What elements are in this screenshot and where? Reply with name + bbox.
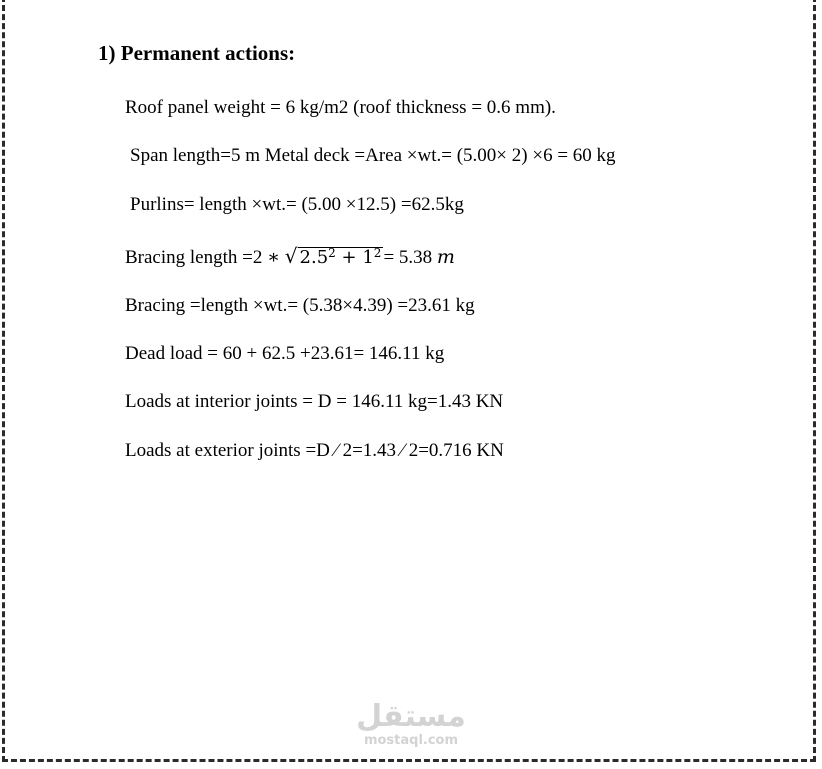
watermark [356,700,466,748]
unit-m: m [436,246,455,268]
watermark-logo: مستقل [356,699,466,734]
exponent-a: 2 [328,246,336,260]
bracing-length-result: = 5.38 [383,247,437,268]
radicand-b: 1 [362,247,374,268]
interior-joints-line: Loads at interior joints = D = 146.11 kg=1.43 KN [125,391,504,412]
purlins-line: Purlins= length ×wt.= (5.00 ×12.5) =62.5kg [130,194,464,215]
radicand-plus: + [335,247,363,268]
bracing-length-prefix: Bracing length =2 [125,247,268,268]
dead-load-line: Dead load = 60 + 62.5 +23.61= 146.11 kg [125,343,445,364]
radical-sign: √ [284,244,298,268]
exponent-b: 2 [373,246,382,260]
multiply-operator: ∗ [267,246,281,268]
section-heading: 1) Permanent actions: [98,41,296,65]
bracing-line: Bracing =length ×wt.= (5.38×4.39) =23.61 kg [125,295,475,316]
roof-panel-line: Roof panel weight = 6 kg/m2 (roof thickness = 0.6 mm). [125,97,556,118]
square-root [285,244,384,270]
exterior-joints-line: Loads at exterior joints =D ⁄ 2=1.43 ⁄ 2=0.716 KN [125,440,504,461]
watermark-text: mostaql.com [363,733,459,748]
bracing-length-line [125,244,455,270]
radicand-a: 2.5 [299,247,329,268]
span-metal-deck-line: Span length=5 m Metal deck =Area ×wt.= (5.00× 2) ×6 = 60 kg [130,145,616,166]
radicand [298,247,384,268]
